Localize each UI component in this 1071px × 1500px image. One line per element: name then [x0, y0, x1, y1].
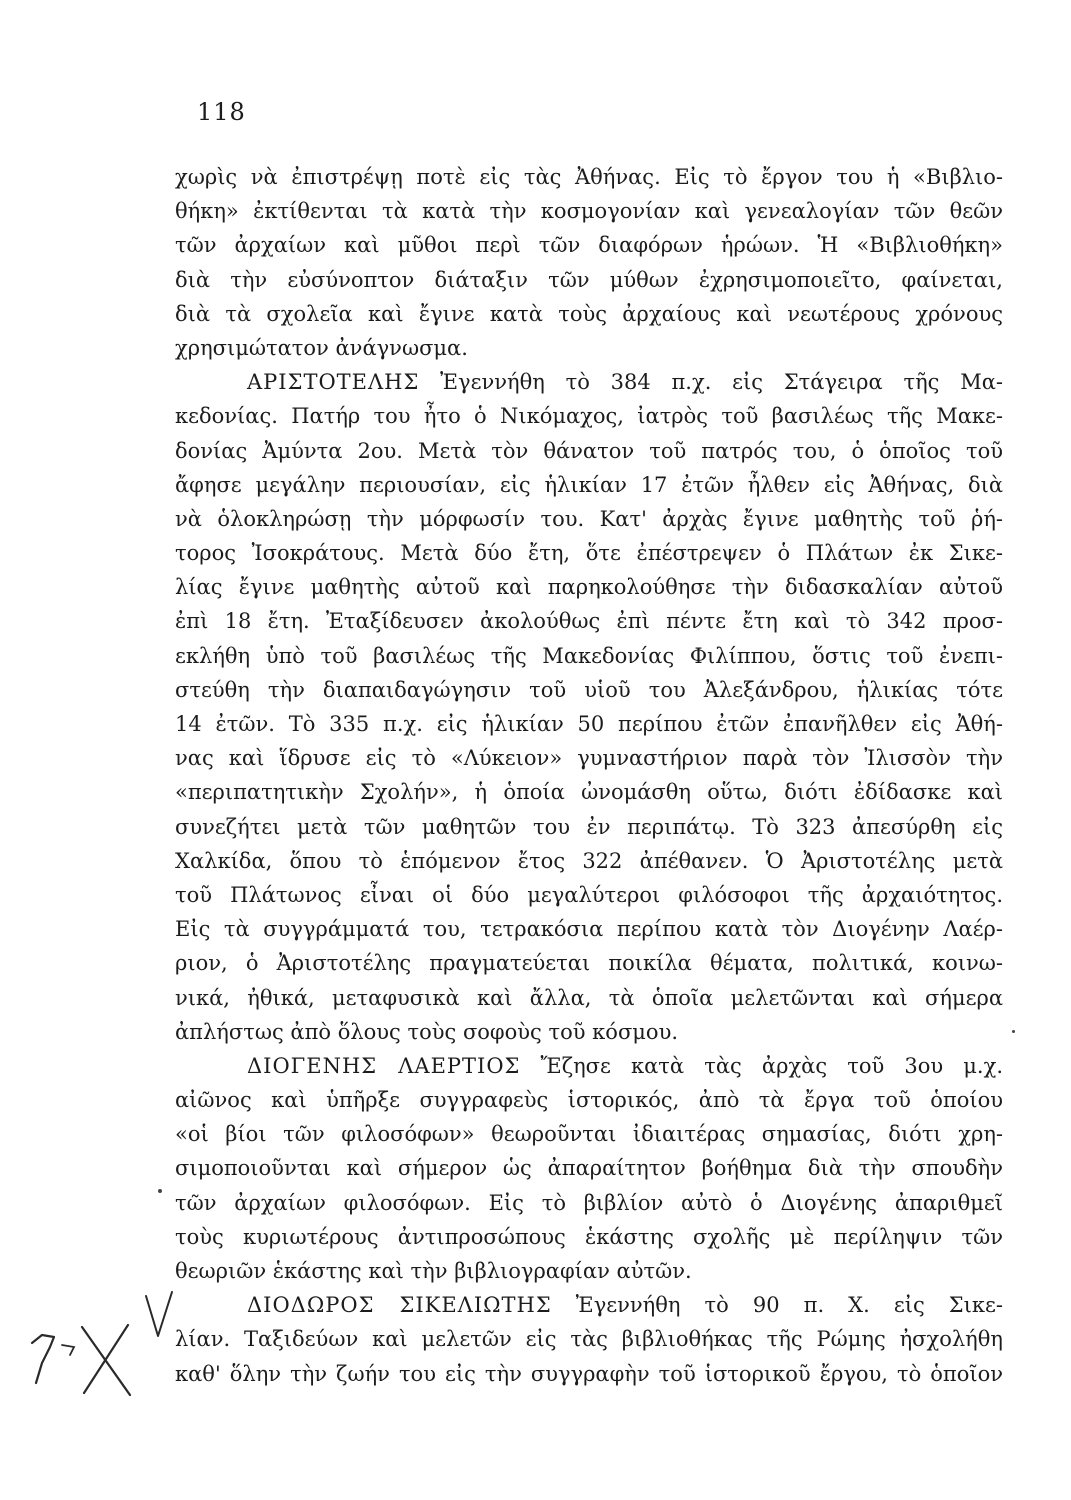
text-line: διὰ τὴν εὐσύνοπτον διάταξιν τῶν μύθων ἐχρησιμοποιεῖτο, φαίνεται,	[175, 267, 1003, 292]
text-line: τορος Ἰσοκράτους. Μετὰ δύο ἔτη, ὅτε ἐπέστρεψεν ὁ Πλάτων ἐκ Σικε-	[175, 541, 1003, 566]
text-line: συνεζήτει μετὰ τῶν μαθητῶν του ἐν περιπάτῳ. Τὸ 323 ἀπεσύρθη εἰς	[175, 814, 1003, 839]
text-line: «οἱ βίοι τῶν φιλοσόφων» θεωροῦνται ἰδιαιτέρας σημασίας, διότι χρη-	[175, 1122, 1003, 1147]
text-line: χωρὶς νὰ ἐπιστρέψῃ ποτὲ εἰς τὰς Ἀθήνας. Εἰς τὸ ἔργον του ἡ «Βιβλιο-	[175, 165, 1003, 189]
text-line: χρησιμώτατον ἀνάγνωσμα.	[175, 335, 468, 360]
text-line: ριον, ὁ Ἀριστοτέλης πραγματεύεται ποικίλα θέματα, πολιτικά, κοινω-	[175, 951, 1003, 976]
text-line: τοῦ Πλάτωνος εἶναι οἱ δύο μεγαλύτεροι φιλόσοφοι τῆς ἀρχαιότητος.	[175, 882, 1003, 907]
text-line: θεωριῶν ἑκάστης καὶ τὴν βιβλιογραφίαν αὐτῶν.	[175, 1259, 692, 1283]
entry-text: Ἔζησε κατὰ τὰς ἀρχὰς τοῦ 3ου μ.χ.	[520, 1053, 1003, 1078]
text-line: 14 ἐτῶν. Τὸ 335 π.χ. εἰς ἡλικίαν 50 περίπου ἐτῶν ἐπανῆλθεν εἰς Ἀθή-	[175, 712, 1003, 736]
text-line: σιμοποιοῦνται καὶ σήμερον ὡς ἀπαραίτητον βοήθημα διὰ τὴν σπουδὴν	[175, 1156, 1003, 1181]
text-line: νὰ ὁλοκληρώσῃ τὴν μόρφωσίν του. Κατ' ἀρχὰς ἔγινε μαθητὴς τοῦ ῥή-	[175, 506, 1003, 531]
text-line: τοὺς κυριωτέρους ἀντιπροσώπους ἑκάστης σχολῆς μὲ περίληψιν τῶν	[175, 1224, 1003, 1249]
text-line: στεύθη τὴν διαπαιδαγώγησιν τοῦ υἱοῦ του Ἀλεξάνδρου, ἡλικίας τότε	[175, 677, 1003, 702]
text-line: Χαλκίδα, ὅπου τὸ ἑπόμενον ἔτος 322 ἀπέθανεν. Ὁ Ἀριστοτέλης μετὰ	[175, 848, 1003, 873]
margin-dot	[1012, 1030, 1015, 1033]
text-line: κεδονίας. Πατήρ του ἦτο ὁ Νικόμαχος, ἰατρὸς τοῦ βασιλέως τῆς Μακε-	[175, 404, 1003, 429]
text-line: λίαν. Ταξιδεύων καὶ μελετῶν εἰς τὰς βιβλιοθήκας τῆς Ρώμης ἠσχολήθη	[175, 1327, 1003, 1352]
text-line: τῶν ἀρχαίων καὶ μῦθοι περὶ τῶν διαφόρων ἡρώων. Ἡ «Βιβλιοθήκη»	[175, 233, 1003, 258]
entry-text: Ἐγεννήθη τὸ 384 π.χ. εἰς Στάγειρα τῆς Μα-	[419, 370, 1003, 395]
text-line: διὰ τὰ σχολεῖα καὶ ἔγινε κατὰ τοὺς ἀρχαίους καὶ νεωτέρους χρόνους	[175, 301, 1003, 326]
text-line: αἰῶνος καὶ ὑπῆρξε συγγραφεὺς ἱστορικός, ἀπὸ τὰ ἔργα τοῦ ὁποίου	[175, 1088, 1003, 1113]
text-line: ἐπὶ 18 ἔτη. Ἐταξίδευσεν ἀκολούθως ἐπὶ πέντε ἔτη καὶ τὸ 342 προσ-	[175, 609, 1003, 634]
entry-text: Ἐγεννήθη τὸ 90 π. Χ. εἰς Σικε-	[551, 1293, 1003, 1318]
entry-heading-aristotle: ΑΡΙΣΤΟΤΕΛΗΣ	[247, 370, 420, 395]
entry-aristotle-line	[175, 365, 1003, 399]
text-line: νικά, ἠθικά, μεταφυσικὰ καὶ ἄλλα, τὰ ὁποῖα μελετῶνται καὶ σήμερα	[175, 985, 1003, 1010]
text-line: νας καὶ ἵδρυσε εἰς τὸ «Λύκειον» γυμναστήριον παρὰ τὸν Ἰλισσὸν τὴν	[175, 746, 1003, 771]
entry-diodorus-line	[175, 1288, 1003, 1322]
text-line: «περιπατητικὴν Σχολήν», ἡ ὁποία ὠνομάσθη οὕτω, διότι ἐδίδασκε καὶ	[175, 780, 1003, 805]
page-number: 118	[197, 98, 246, 126]
text-line: θήκη» ἐκτίθενται τὰ κατὰ τὴν κοσμογονίαν καὶ γενεαλογίαν τῶν θεῶν	[175, 199, 1003, 224]
text-line: δονίας Ἀμύντα 2ου. Μετὰ τὸν θάνατον τοῦ πατρός του, ὁ ὁποῖος τοῦ	[175, 438, 1003, 463]
text-line: εκλήθη ὑπὸ τοῦ βασιλέως τῆς Μακεδονίας Φιλίππου, ὅστις τοῦ ἐνεπι-	[175, 643, 1003, 668]
handwritten-check-mark	[140, 1290, 180, 1350]
text-line: λίας ἔγινε μαθητὴς αὐτοῦ καὶ παρηκολούθησε τὴν διδασκαλίαν αὐτοῦ	[175, 575, 1003, 600]
entry-heading-diodorus: ΔΙΟΔΩΡΟΣ ΣΙΚΕΛΙΩΤΗΣ	[247, 1293, 552, 1318]
text-line: Εἰς τὰ συγγράμματά του, τετρακόσια περίπου κατὰ τὸν Διογένην Λαέρ-	[175, 917, 1003, 942]
entry-diogenes-line	[175, 1049, 1003, 1083]
entry-heading-diogenes: ΔΙΟΓΕΝΗΣ ΛΑΕΡΤΙΟΣ	[247, 1053, 521, 1078]
text-line: καθ' ὅλην τὴν ζωήν του εἰς τὴν συγγραφὴν τοῦ ἱστορικοῦ ἔργου, τὸ ὁποῖον	[175, 1361, 1003, 1386]
margin-dot	[158, 1189, 162, 1193]
text-line: τῶν ἀρχαίων φιλοσόφων. Εἰς τὸ βιβλίον αὐτὸ ὁ Διογένης ἀπαριθμεῖ	[175, 1190, 1003, 1215]
text-line: ἄφησε μεγάλην περιουσίαν, εἰς ἡλικίαν 17 ἐτῶν ἦλθεν εἰς Ἀθήνας, διὰ	[175, 472, 1003, 497]
text-line: ἀπλήστως ἀπὸ ὅλους τοὺς σοφοὺς τοῦ κόσμου.	[175, 1019, 679, 1044]
body-text	[175, 160, 1003, 1391]
